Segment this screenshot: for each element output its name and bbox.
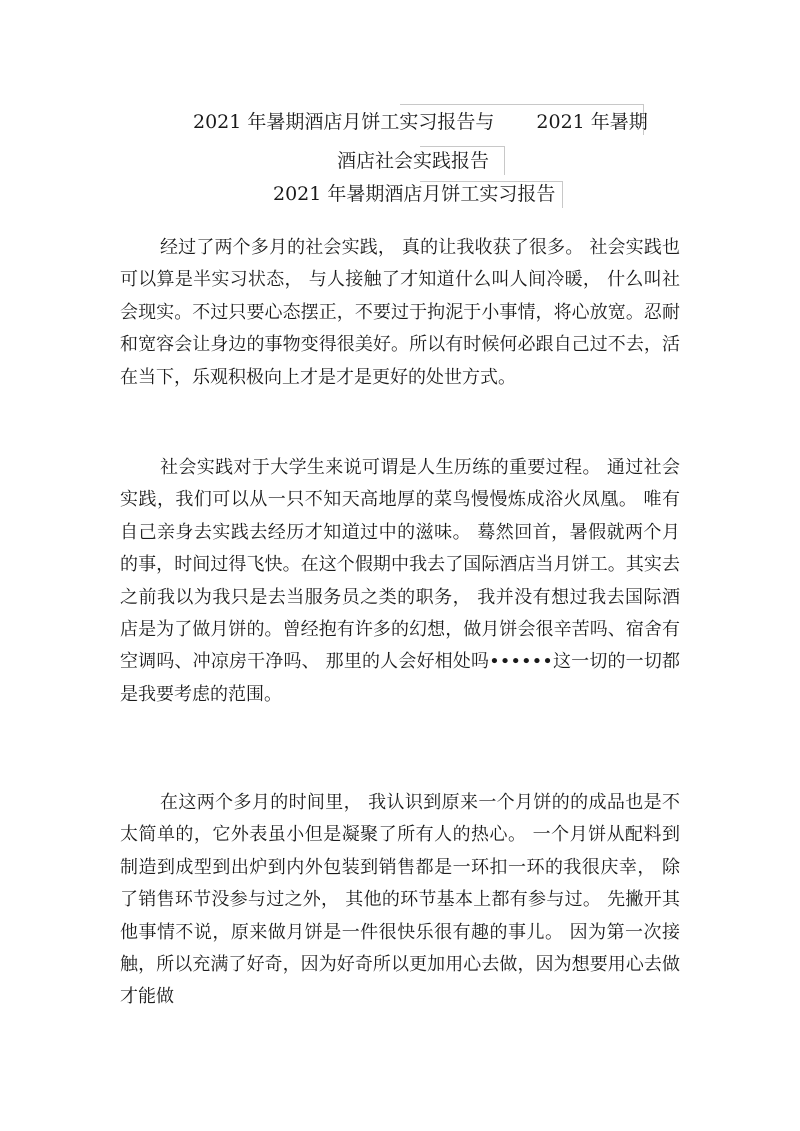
document-title-line2: 酒店社会实践报告 xyxy=(337,150,490,172)
document-subtitle: 2021 年暑期酒店月饼工实习报告 xyxy=(273,183,556,205)
document-title-line1 xyxy=(193,109,648,135)
title-part1: 2021 年暑期酒店月饼工实习报告与 xyxy=(193,111,495,133)
title-part2: 2021 年暑期 xyxy=(536,111,648,133)
paragraph-2: 社会实践对于大学生来说可谓是人生历练的重要过程。 通过社会实践，我们可以从一只不知天高地厚的菜鸟慢慢炼成浴火凤凰。 唯有自己亲身去实践去经历才知道过中的滋味。 蓦然回首，暑假就两个月的事，时间过得飞快。在这个假期中我去了国际酒店当月饼工。其实去之前我以为我只是去当服务员之类的职务， 我并没有想过我去国际酒店是为了做月饼的。曾经抱有许多的幻想，做月饼会很辛苦吗、宿舍有空调吗、冲凉房干净吗、 那里的人会好相处吗••••••这一切的一切都是我要考虑的范围。 xyxy=(120,457,680,705)
paragraph-3: 在这两个多月的时间里， 我认识到原来一个月饼的的成品也是不太简单的，它外表虽小但是凝聚了所有人的热心。 一个月饼从配料到制造到成型到出炉到内外包装到销售都是一环扣一环的我很庆幸， 除了销售环节没参与过之外， 其他的环节基本上都有参与过。 先撇开其他事情不说，原来做月饼是一件很快乐很有趣的事儿。 因为第一次接触，所以充满了好奇，因为好奇所以更加用心去做，因为想要用心去做才能做 xyxy=(120,792,680,1008)
paragraph-1: 经过了两个多月的社会实践， 真的让我收获了很多。 社会实践也可以算是半实习状态， 与人接触了才知道什么叫人间冷暖， 什么叫社会现实。不过只要心态摆正，不要过于拘泥于小事情，将心放宽。忍耐和宽容会让身边的事物变得很美好。所以有时候何必跟自己过不去，活在当下，乐观积极向上才是才是更好的处世方式。 xyxy=(120,237,680,388)
